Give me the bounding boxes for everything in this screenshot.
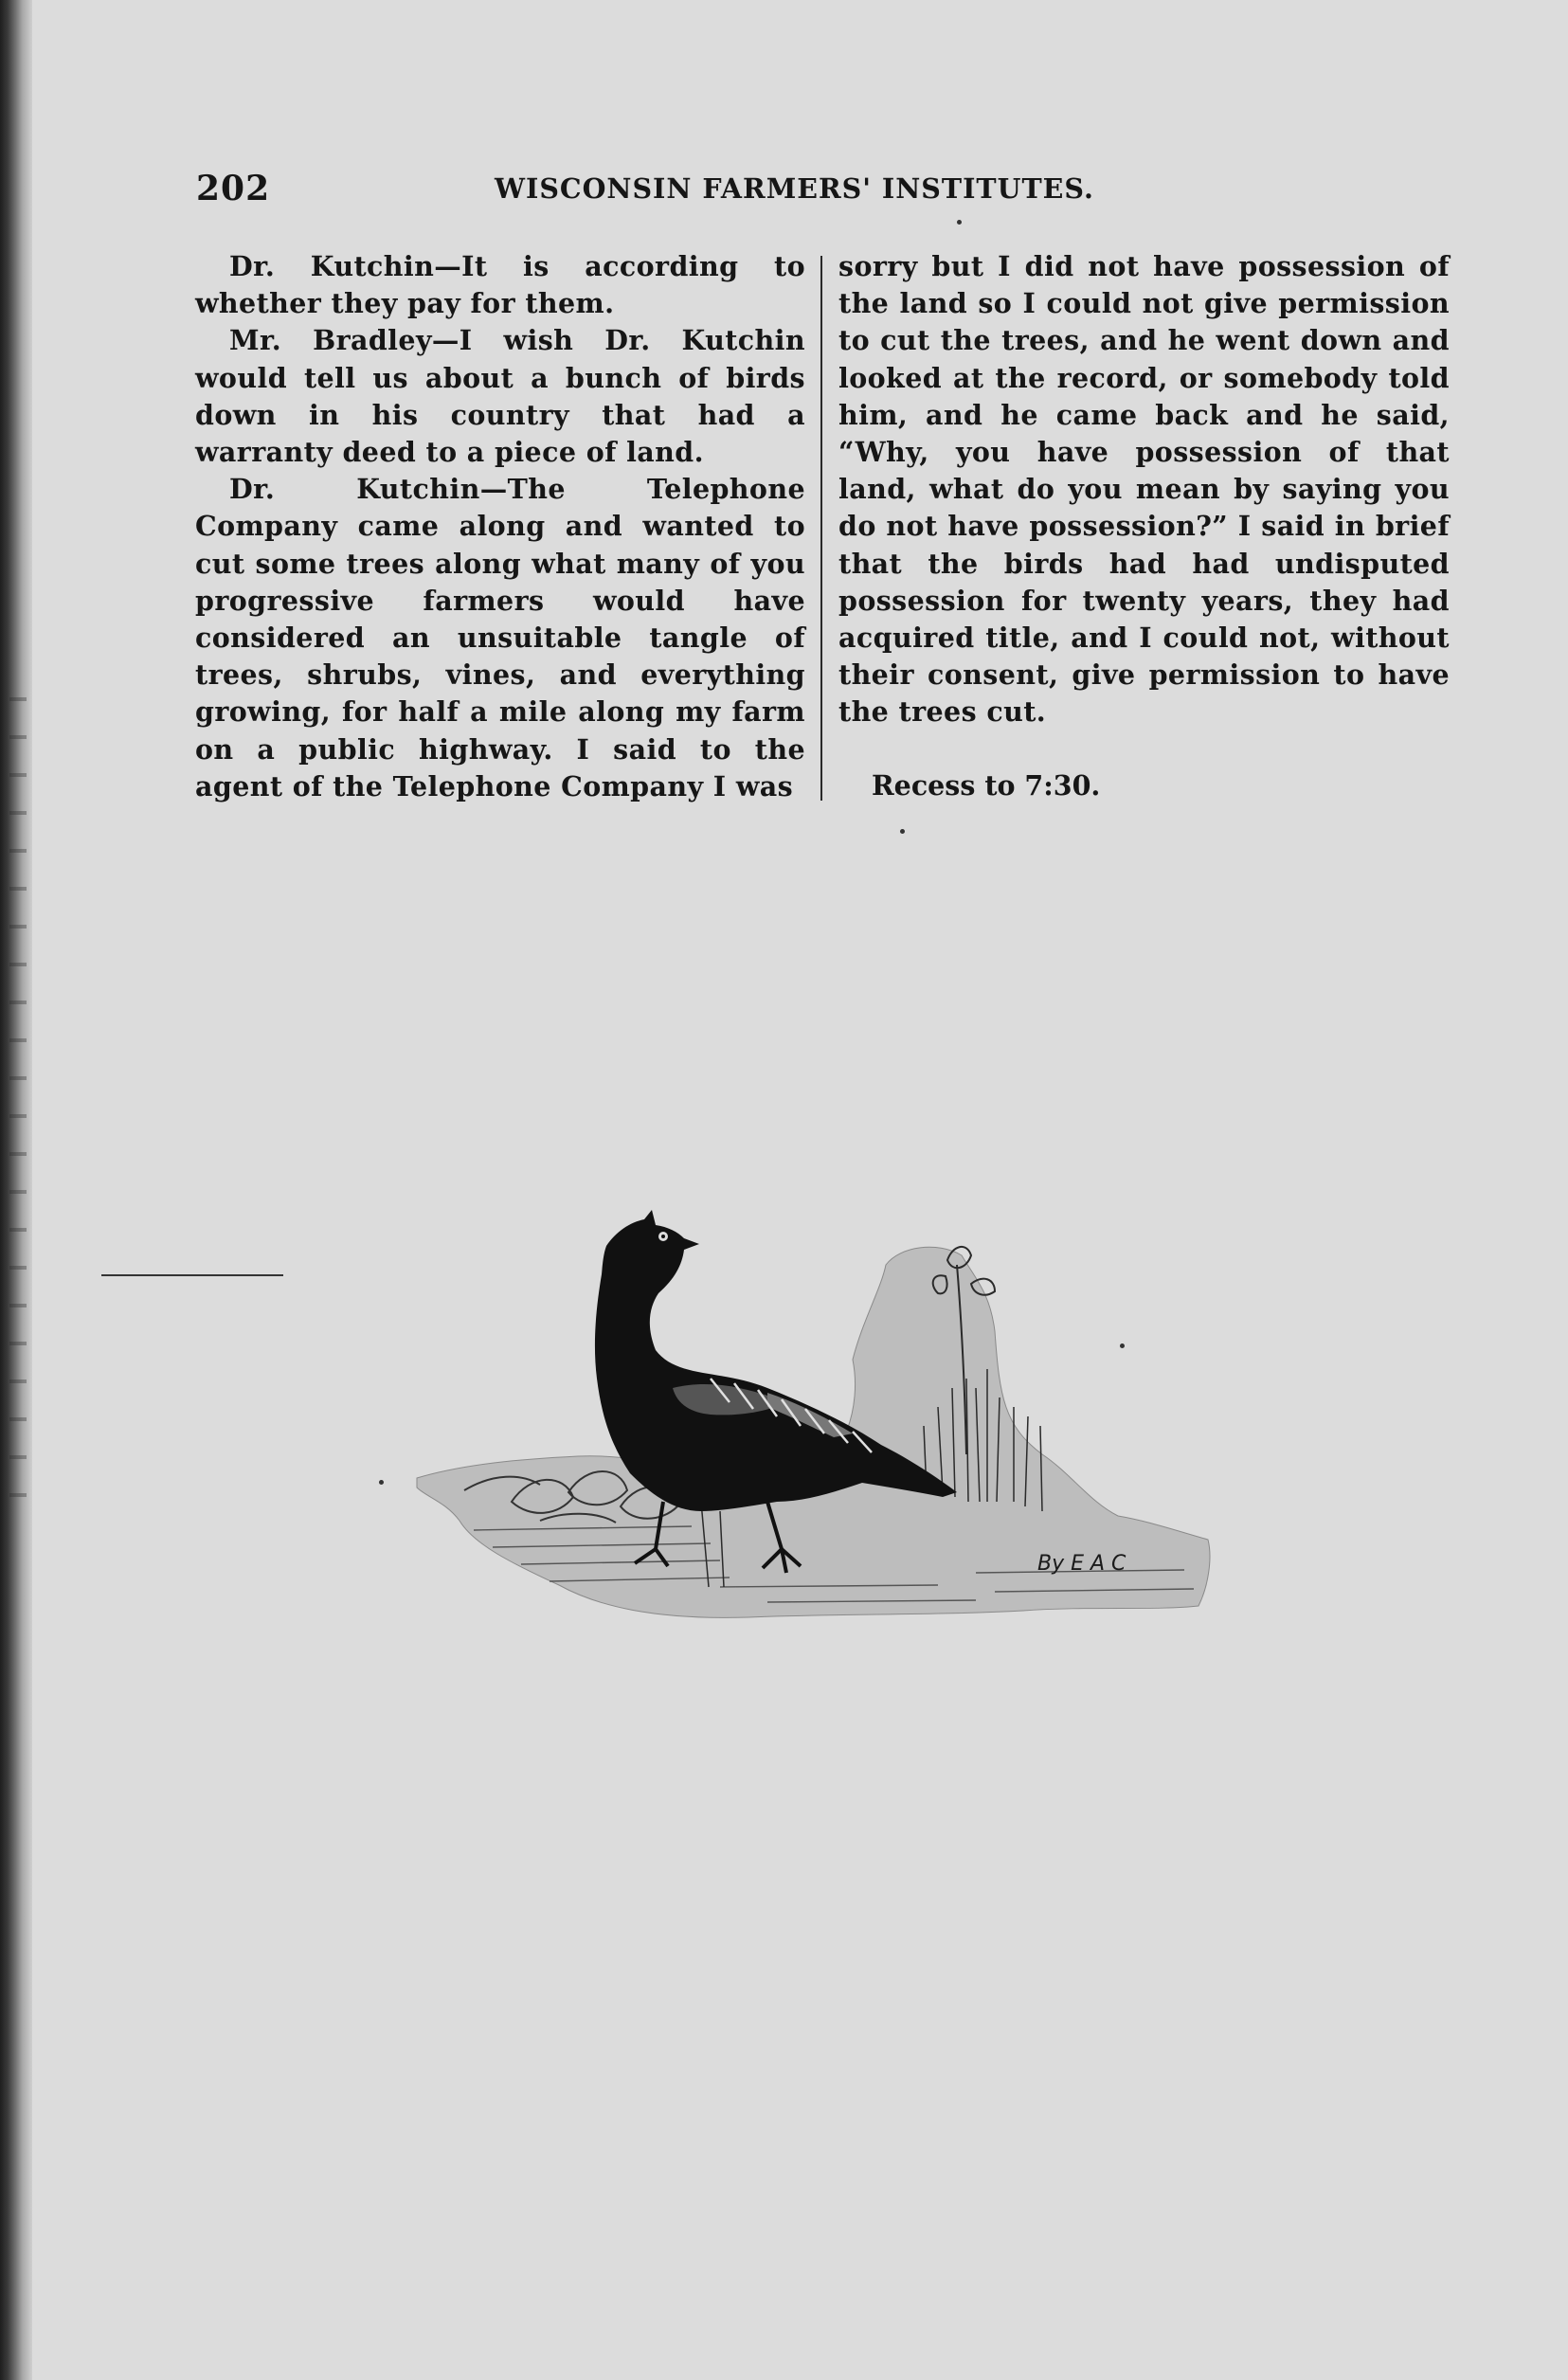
page-header bbox=[196, 169, 1153, 216]
right-column bbox=[838, 248, 1450, 731]
speck bbox=[900, 829, 905, 834]
left-column bbox=[195, 248, 805, 805]
column-divider bbox=[820, 256, 822, 801]
ruffed-grouse-icon bbox=[407, 1189, 1222, 1644]
speck bbox=[1120, 1343, 1125, 1348]
grouse-illustration bbox=[407, 1189, 1222, 1644]
margin-rule bbox=[101, 1274, 283, 1276]
paragraph: Mr. Bradley—I wish Dr. Kutchin would tell us about a bunch of birds down in his country that had a warranty deed to a piece of land. bbox=[195, 324, 805, 469]
book-spine-edge bbox=[0, 0, 32, 2380]
artist-signature: By E A C bbox=[1037, 1552, 1126, 1576]
paragraph: sorry but I did not have possession of the land so I could not give permission to cut the trees, and he went down and looked at the record, or somebody told him, and he came back and he said, “Why, you have possession of that land, what do you mean by saying you do not have possession?” I said in brief that the birds had had undisputed possession for twenty years, they had acquired title, and I could not, without their consent, give permission to have the trees cut. bbox=[838, 250, 1450, 729]
paragraph: Dr. Kutchin—The Telephone Company came along and wanted to cut some trees along what many of you progressive farmers would have considered an unsuitable tangle of trees, shrubs, vines, and everything growing, for half a mile along my farm on a public highway. I said to the agent of the Telephone Company I was bbox=[195, 473, 805, 802]
paragraph: Dr. Kutchin—It is according to whether they pay for them. bbox=[195, 250, 805, 320]
page-number: 202 bbox=[196, 169, 271, 208]
speck bbox=[957, 220, 962, 225]
recess-note: Recess to 7:30. bbox=[872, 769, 1101, 802]
speck bbox=[379, 1480, 384, 1485]
running-head: WISCONSIN FARMERS' INSTITUTES. bbox=[495, 172, 1094, 205]
page-edge-lines bbox=[9, 663, 27, 1516]
